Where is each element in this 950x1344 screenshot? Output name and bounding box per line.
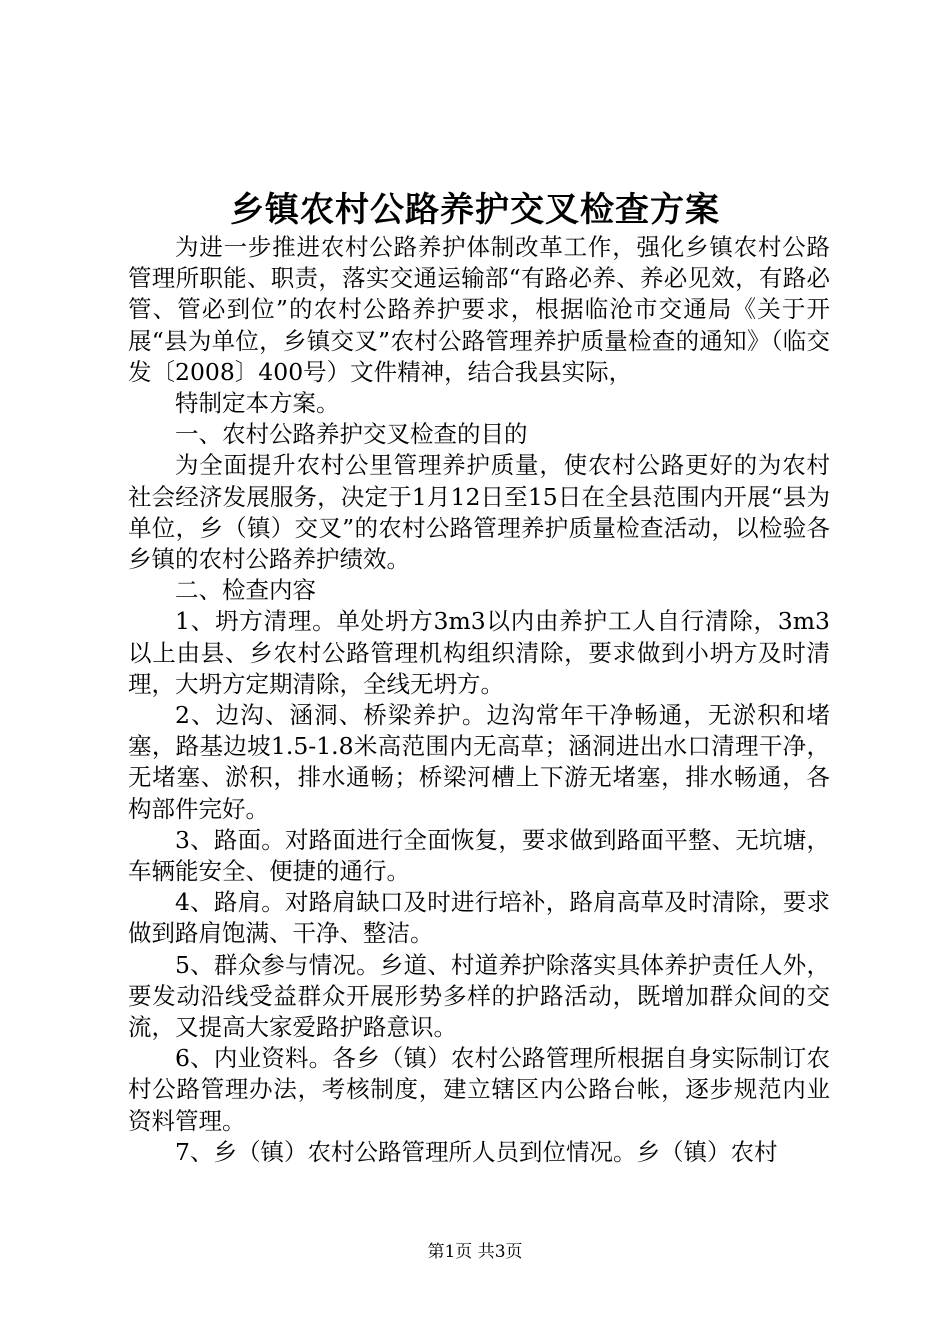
list-item-public-participation: 5、群众参与情况。乡道、村道养护除落实具体养护责任人外，要发动沿线受益群众开展形势多样的护路活动，既增加群众间的交流，又提高大家爱路护路意识。	[128, 950, 830, 1042]
list-item-records: 6、内业资料。各乡（镇）农村公路管理所根据自身实际制订农村公路管理办法，考核制度，建立辖区内公路台帐，逐步规范内业资料管理。	[128, 1044, 830, 1135]
list-item-drainage: 2、边沟、涵洞、桥梁养护。边沟常年干净畅通，无淤积和堵塞，路基边坡1.5-1.8米高范围内无高草；涵洞进出水口清理干净，无堵塞、淤积，排水通畅；桥梁河槽上下游无堵塞，排水畅通，各构部件完好。	[128, 701, 830, 823]
section-heading-content: 二、检查内容	[175, 576, 316, 605]
section-heading-purpose: 一、农村公路养护交叉检查的目的	[175, 420, 528, 449]
document-body	[128, 232, 830, 1168]
list-item-landslide: 1、坍方清理。单处坍方3m3以内由养护工人自行清除，3m3以上由县、乡农村公路管理机构组织清除，要求做到小坍方及时清理，大坍方定期清除，全线无坍方。	[128, 607, 830, 698]
paragraph-intro: 为进一步推进农村公路养护体制改革工作，强化乡镇农村公路管理所职能、职责，落实交通运输部“有路必养、养必见效，有路必管、管必到位”的农村公路养护要求，根据临沧市交通局《关于开展“县为单位，乡镇交叉”农村公路管理养护质量检查的通知》（临交发〔2008〕400号）文件精神，结合我县实际，	[128, 233, 830, 386]
paragraph-plan: 特制定本方案。	[175, 389, 340, 418]
page-number-footer: 第1页 共3页	[427, 1242, 523, 1262]
paragraph-purpose: 为全面提升农村公里管理养护质量，使农村公路更好的为农村社会经济发展服务，决定于1月12日至15日在全县范围内开展“县为单位，乡（镇）交叉”的农村公路管理养护质量检查活动，以检验各乡镇的农村公路养护绩效。	[128, 451, 830, 574]
list-item-road-surface: 3、路面。对路面进行全面恢复，要求做到路面平整、无坑塘，车辆能安全、便捷的通行。	[128, 825, 830, 886]
list-item-staffing: 7、乡（镇）农村公路管理所人员到位情况。乡（镇）农村	[175, 1137, 778, 1166]
document-title: 乡镇农村公路养护交叉检查方案	[230, 190, 720, 230]
list-item-shoulder: 4、路肩。对路肩缺口及时进行培补，路肩高草及时清除，要求做到路肩饱满、干净、整洁。	[128, 888, 830, 948]
